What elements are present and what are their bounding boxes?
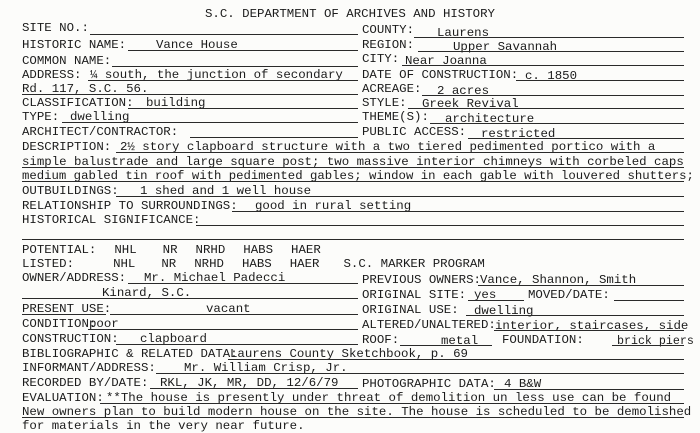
type-line: [62, 122, 358, 123]
listed-label: LISTED:: [22, 257, 75, 271]
relationship-value: good in rural setting: [255, 199, 412, 213]
potential-nhl: NHL: [114, 243, 137, 257]
evaluation-line-2: New owners plan to build modern house on the site. The house is scheduled to be demolished: [22, 405, 692, 419]
listed-haer: HAER: [289, 257, 320, 271]
condition-label: CONDITION:: [22, 317, 97, 331]
recorded-line: [150, 388, 358, 389]
description-label: DESCRIPTION:: [22, 140, 112, 154]
theme-line: [430, 123, 684, 124]
construction-label: CONSTRUCTION:: [22, 332, 119, 346]
classification-value: building: [146, 96, 206, 110]
significance-label: HISTORICAL SIGNIFICANCE:: [22, 213, 201, 227]
marker-program: S.C. MARKER PROGRAM: [343, 257, 485, 271]
original-use-value: dwelling: [474, 304, 534, 318]
listed-nr: NR: [161, 257, 177, 271]
original-site-value: yes: [474, 288, 497, 302]
significance-line-2: [22, 239, 684, 240]
theme-value: architecture: [445, 112, 535, 126]
previous-owners-value: Vance, Shannon, Smith: [480, 273, 637, 287]
address-label: ADDRESS:: [22, 68, 82, 82]
county-value: Laurens: [437, 26, 490, 40]
city-value: Near Joanna: [405, 54, 487, 68]
architect-line: [190, 137, 358, 138]
owner-value-2: Kinard, S.C.: [102, 286, 192, 300]
region-line: [418, 51, 684, 52]
acreage-line: [422, 95, 684, 96]
construction-value: clapboard: [140, 332, 207, 346]
construction-date-label: DATE OF CONSTRUCTION:: [362, 68, 519, 82]
acreage-label: ACREAGE:: [362, 82, 422, 96]
informant-value: Mr. William Crisp, Jr.: [184, 361, 348, 375]
foundation-line: [612, 345, 684, 346]
roof-line: [400, 345, 492, 346]
photo-line: [494, 389, 684, 390]
potential-row: [22, 244, 321, 257]
previous-owners-label: PREVIOUS OWNERS:: [362, 273, 481, 287]
address-line-2: [22, 94, 358, 95]
present-use-label-underline: [22, 314, 106, 315]
foundation-label: FOUNDATION:: [502, 333, 584, 347]
style-line: [408, 108, 684, 109]
informant-line: [156, 373, 684, 374]
public-access-line: [468, 138, 684, 139]
altered-label: ALTERED/UNALTERED:: [362, 318, 496, 332]
evaluation-label: EVALUATION:: [22, 391, 104, 405]
description-rule-2: [22, 167, 684, 168]
county-label: COUNTY:: [362, 23, 415, 37]
biblio-line: [228, 359, 684, 360]
informant-label: INFORMANT/ADDRESS:: [22, 361, 156, 375]
address-value-2: Rd. 117, S.C. 56.: [22, 82, 149, 96]
original-site-label: ORIGINAL SITE:: [362, 288, 467, 302]
evaluation-rule-2: [22, 417, 684, 418]
type-label: TYPE:: [22, 110, 60, 124]
classification-line: [128, 108, 358, 109]
theme-label: THEME(S):: [362, 110, 429, 124]
potential-label: POTENTIAL:: [22, 243, 97, 257]
acreage-value: 2 acres: [437, 84, 490, 98]
address-line-1: [88, 80, 358, 81]
photo-value: 4 B&W: [504, 377, 542, 391]
present-use-value: vacant: [206, 302, 251, 316]
style-value: Greek Revival: [422, 97, 519, 111]
description-rule-1: [116, 152, 684, 153]
region-value: Upper Savannah: [453, 40, 558, 54]
common-name-line: [112, 66, 358, 67]
outbuildings-value: 1 shed and 1 well house: [140, 184, 312, 198]
outbuildings-label: OUTBUILDINGS:: [22, 184, 119, 198]
original-use-line: [466, 315, 684, 316]
description-line-2: simple balustrade and large square post; two massive interior chimneys with corbeled caps: [22, 155, 684, 169]
description-line-3: medium gabled tin roof with pedimented gables; window in each gable with louvered shutters;: [22, 169, 694, 183]
public-access-label: PUBLIC ACCESS:: [362, 125, 467, 139]
condition-line: [88, 329, 358, 330]
altered-line: [494, 330, 684, 331]
listed-nhl: NHL: [113, 257, 136, 271]
construction-line: [116, 344, 358, 345]
address-value-1: ¼ south, the junction of secondary: [90, 68, 343, 82]
photo-label: PHOTOGRAPHIC DATA:: [362, 377, 496, 391]
moved-date-label: MOVED/DATE:: [528, 288, 610, 302]
type-value: dwelling: [70, 110, 130, 124]
description-rule-3: [22, 181, 684, 182]
historic-name-value: Vance House: [156, 38, 238, 52]
roof-value: metal: [441, 334, 479, 348]
potential-nrhd: NRHD: [195, 243, 226, 257]
owner-label: OWNER/ADDRESS:: [22, 271, 127, 285]
owner-line-2: [22, 298, 358, 299]
recorded-value: RKL, JK, MR, DD, 12/6/79: [160, 376, 339, 390]
listed-habs: HABS: [242, 257, 272, 271]
relationship-label: RELATIONSHIP TO SURROUNDINGS:: [22, 199, 238, 213]
construction-date-value: c. 1850: [525, 69, 578, 83]
classification-label: CLASSIFICATION:: [22, 96, 134, 110]
original-use-label: ORIGINAL USE:: [362, 303, 459, 317]
form-header: S.C. DEPARTMENT OF ARCHIVES AND HISTORY: [205, 7, 495, 21]
altered-value: interior, staircases, side: [495, 319, 689, 333]
style-label: STYLE:: [362, 96, 407, 110]
evaluation-line-3: for materials in the very near future.: [22, 419, 305, 433]
common-name-label: COMMON NAME:: [22, 54, 112, 68]
significance-line: [196, 225, 684, 226]
previous-owners-line: [478, 285, 684, 286]
original-site-line: [468, 300, 524, 301]
biblio-label: BIBLIOGRAPHIC & RELATED DATA:: [22, 347, 238, 361]
roof-label: ROOF:: [362, 333, 400, 347]
city-line: [402, 65, 684, 66]
site-no-line: [90, 34, 358, 35]
outbuildings-line: [116, 196, 684, 197]
description-line-1: 2½ story clapboard structure with a two tiered pedimented portico with a: [120, 140, 656, 154]
evaluation-rule-1: [100, 403, 684, 404]
potential-haer: HAER: [291, 243, 321, 257]
city-label: CITY:: [362, 52, 400, 66]
listed-row: [22, 258, 485, 271]
potential-nr: NR: [162, 243, 178, 257]
listed-nrhd: NRHD: [194, 257, 224, 271]
relationship-line: [232, 211, 684, 212]
region-label: REGION:: [362, 38, 415, 52]
construction-date-line: [516, 80, 684, 81]
public-access-value: restricted: [481, 127, 556, 141]
evaluation-line-1: **The house is presently under threat of demolition un less use can be found: [106, 391, 672, 405]
county-line: [414, 37, 684, 38]
historic-name-label: HISTORIC NAME:: [22, 38, 127, 52]
recorded-label: RECORDED BY/DATE:: [22, 376, 149, 390]
present-use-line: [110, 314, 358, 315]
owner-value-1: Mr. Michael Padecci: [144, 271, 286, 285]
owner-line-1: [128, 283, 358, 284]
biblio-value: Laurens County Sketchbook, p. 69: [230, 347, 468, 361]
architect-label: ARCHITECT/CONTRACTOR:: [22, 125, 179, 139]
foundation-value: brick piers: [617, 334, 694, 348]
present-use-label: PRESENT USE:: [22, 302, 112, 316]
historic-name-line: [128, 50, 358, 51]
site-no-label: SITE NO.:: [22, 21, 89, 35]
condition-value: poor: [89, 317, 119, 331]
moved-date-line: [614, 300, 684, 301]
potential-habs: HABS: [243, 243, 274, 257]
